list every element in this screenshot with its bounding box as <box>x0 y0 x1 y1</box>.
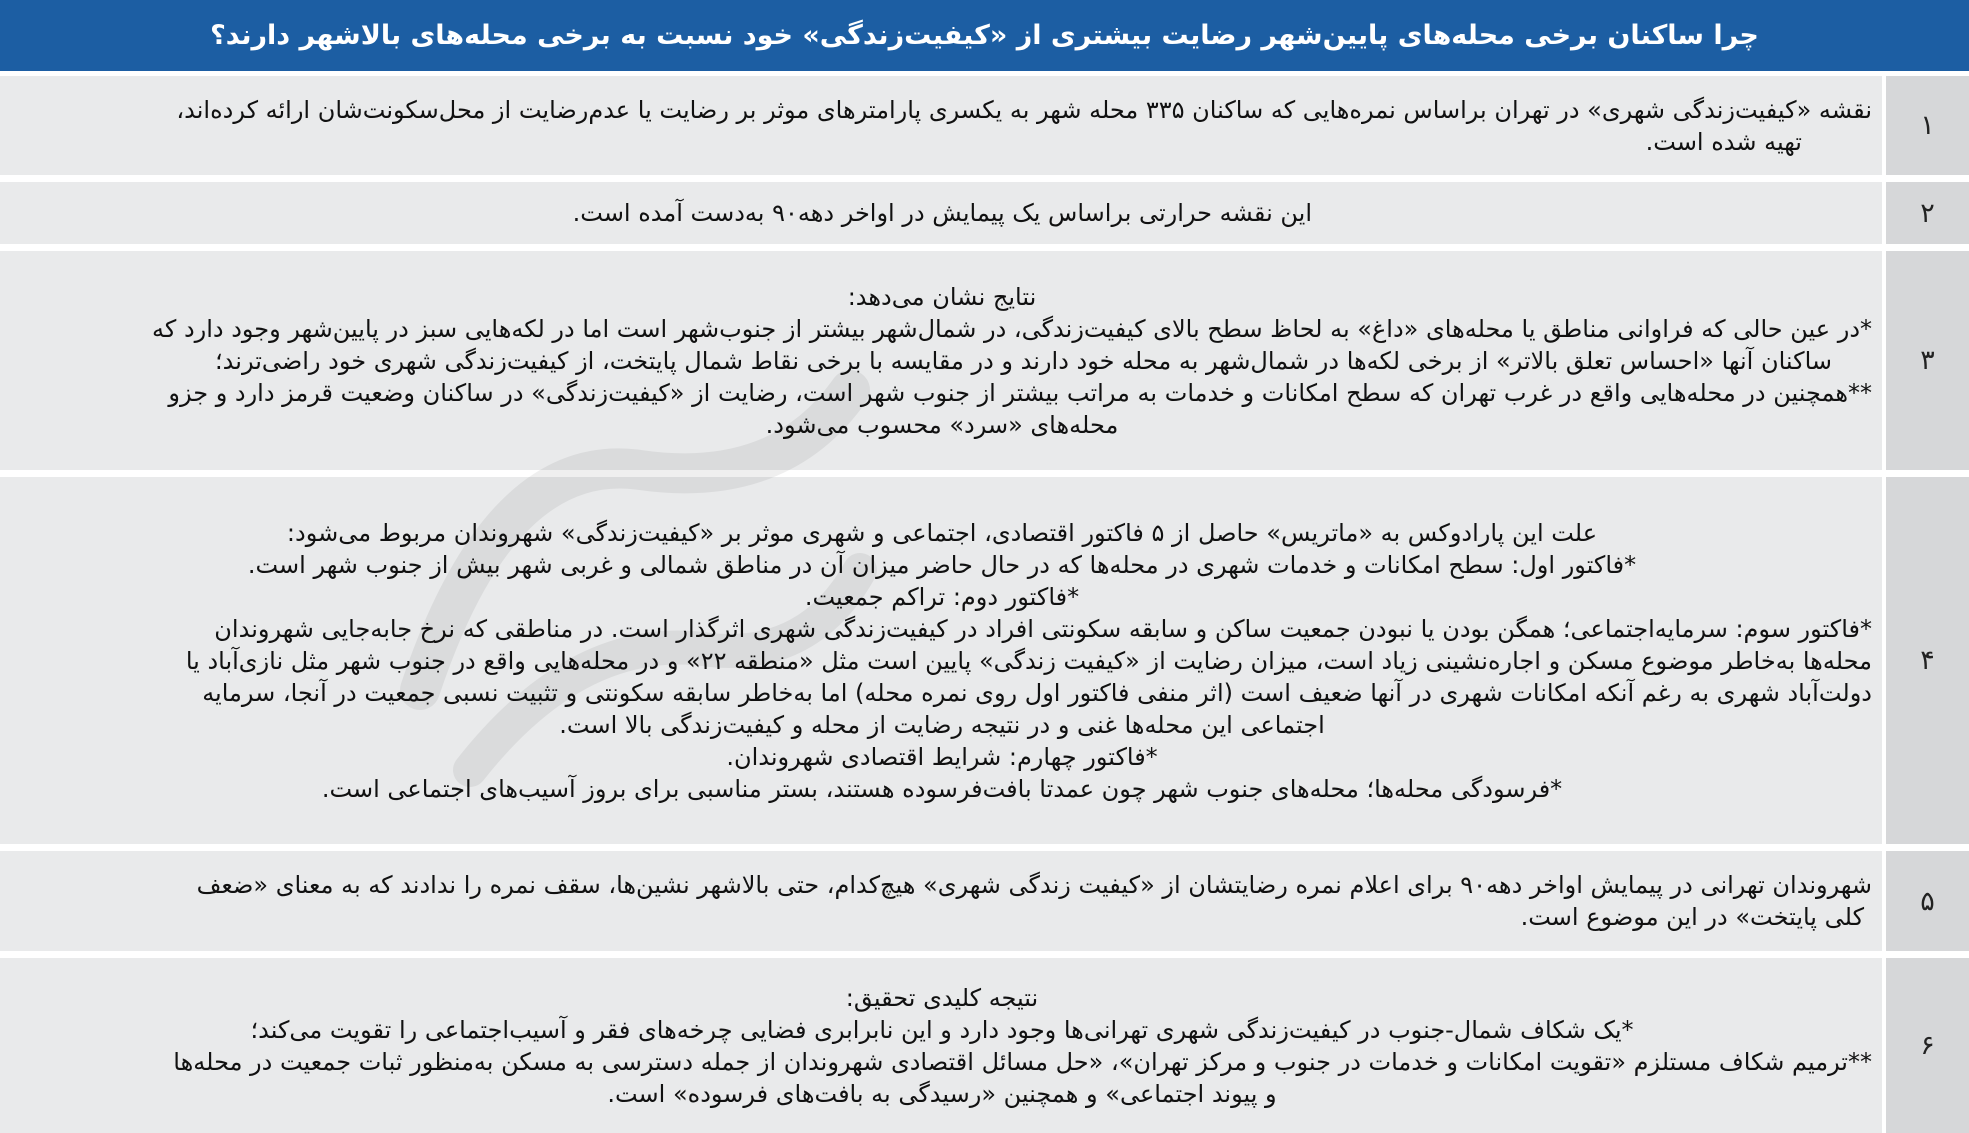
row-text-line: محله‌ها به‌خاطر موضوع مسکن و اجاره‌نشینی زیاد است، میزان رضایت از «کیفیت زندگی» پایین است مثل «منطقه ۲۲» و در محله‌هایی واقع در جنوب شهر مثل نازی‌آباد یا <box>185 646 1872 675</box>
row-text-line: ساکنان آنها «احساس تعلق بالاتر» از برخی لکه‌ها در شمال‌شهر به محله خود دارند و در مقایسه با برخی نقاط شمال پایتخت، از کیفیت‌زندگی شهری خود راضی‌ترند؛ <box>215 346 1832 375</box>
table-row <box>0 851 1969 951</box>
table-row <box>0 477 1969 844</box>
row-text-line: این نقشه حرارتی براساس یک پیمایش در اواخر دهه۹۰ به‌دست آمده است. <box>572 199 1312 227</box>
row-text-line: *در عین حالی که فراوانی مناطق یا محله‌های «داغ» به لحاظ سطح بالای کیفیت‌زندگی، در شمال‌شهر بیشتر از جنوب‌شهر است اما در لکه‌هایی سبز در پایین‌شهر وجود دارد که <box>152 314 1872 343</box>
row-text-line: *فاکتور چهارم: شرایط اقتصادی شهروندان. <box>726 742 1158 771</box>
row-text-line: نتیجه کلیدی تحقیق: <box>845 983 1039 1012</box>
row-text-line: اجتماعی این محله‌ها غنی و در نتیجه رضایت از محله و کیفیت‌زندگی بالا است. <box>559 710 1325 739</box>
row-text-line: علت این پارادوکس به «ماتریس» حاصل از ۵ فاکتور اقتصادی، اجتماعی و شهری موثر بر «کیفیت‌زندگی» شهروندان مربوط می‌شود: <box>286 518 1598 547</box>
row-text-line: محله‌های «سرد» محسوب می‌شود. <box>765 410 1119 439</box>
row-text-line: تهیه شده است. <box>1645 127 1802 156</box>
row-text-line: شهروندان تهرانی در پیمایش اواخر دهه۹۰ برای اعلام نمره رضایتشان از «کیفیت زندگی شهری» هیچ‌کدام، حتی بالاشهر نشین‌ها، سقف نمره را ندادند که به معنای «ضعف <box>196 871 1872 899</box>
row-text-line: *فاکتور اول: سطح امکانات و خدمات شهری در محله‌ها که در حال حاضر میزان آن در مناطق شمالی و غربی شهر بیش از جنوب شهر است. <box>247 550 1637 579</box>
row-number: ۶ <box>1886 958 1969 1133</box>
row-text-line: *فاکتور دوم: تراکم جمعیت. <box>804 582 1080 611</box>
row-text-line: و پیوند اجتماعی» و همچنین «رسیدگی به بافت‌های فرسوده» است. <box>607 1079 1277 1108</box>
row-text-line: نتایج نشان می‌دهد: <box>847 282 1037 311</box>
table-row <box>0 76 1969 175</box>
row-number: ۳ <box>1886 251 1969 470</box>
row-text <box>0 76 1882 175</box>
row-number: ۴ <box>1886 477 1969 844</box>
row-number: ۲ <box>1886 182 1969 244</box>
row-number: ۱ <box>1886 76 1969 175</box>
row-text-line: نقشه «کیفیت‌زندگی شهری» در تهران براساس نمره‌هایی که ساکنان ۳۳۵ محله شهر به یکسری پارامترهای موثر بر رضایت یا عدم‌رضایت از محل‌سکونت‌شان ارائه کرده‌اند، <box>176 95 1872 124</box>
row-text <box>0 182 1882 244</box>
table-title: چرا ساکنان برخی محله‌های پایین‌شهر رضایت بیشتری از «کیفیت‌زندگی» خود نسبت به برخی محله‌های بالاشهر دارند؟ <box>0 0 1969 71</box>
row-text-line: **همچنین در محله‌هایی واقع در غرب تهران که سطح امکانات و خدمات به مراتب بیشتر از جنوب شهر است، رضایت از «کیفیت‌زندگی» در ساکنان وضعیت قرمز دارد و جزو <box>168 378 1872 407</box>
row-text-line: *فرسودگی محله‌ها؛ محله‌های جنوب شهر چون عمدتا بافت‌فرسوده هستند، بستر مناسبی برای بروز آسیب‌های اجتماعی است. <box>321 774 1563 803</box>
row-text <box>0 251 1882 470</box>
table-row <box>0 251 1969 470</box>
row-text-line: *یک شکاف شمال-جنوب در کیفیت‌زندگی شهری تهرانی‌ها وجود دارد و این نابرابری فضایی چرخه‌های فقر و آسیب‌اجتماعی را تقویت می‌کند؛ <box>250 1015 1634 1044</box>
row-text-line: کلی پایتخت» در این موضوع است. <box>1520 903 1864 931</box>
table-row <box>0 182 1969 244</box>
row-text <box>0 958 1882 1133</box>
row-text-line: دولت‌آباد شهری به رغم آنکه امکانات شهری در آنها ضعیف است (اثر منفی فاکتور اول روی نمره محله) اما به‌خاطر سابقه سکونتی و تثبیت نسبی جمعیت در آنجا، سرمایه <box>202 678 1872 707</box>
row-text <box>0 477 1882 844</box>
row-text-line: *فاکتور سوم: سرمایه‌اجتماعی؛ همگن بودن یا نبودن جمعیت ساکن و سابقه سکونتی افراد در کیفیت‌زندگی شهری اثرگذار است. در مناطقی که نرخ جابه‌جایی شهروندان <box>214 614 1872 643</box>
row-text <box>0 851 1882 951</box>
row-number: ۵ <box>1886 851 1969 951</box>
row-text-line: **ترمیم شکاف مستلزم «تقویت امکانات و خدمات در جنوب و مرکز تهران»، «حل مسائل اقتصادی شهروندان از جمله دسترسی به مسکن به‌منظور ثبات جمعیت در محله‌ها <box>173 1047 1872 1076</box>
table-row <box>0 958 1969 1133</box>
